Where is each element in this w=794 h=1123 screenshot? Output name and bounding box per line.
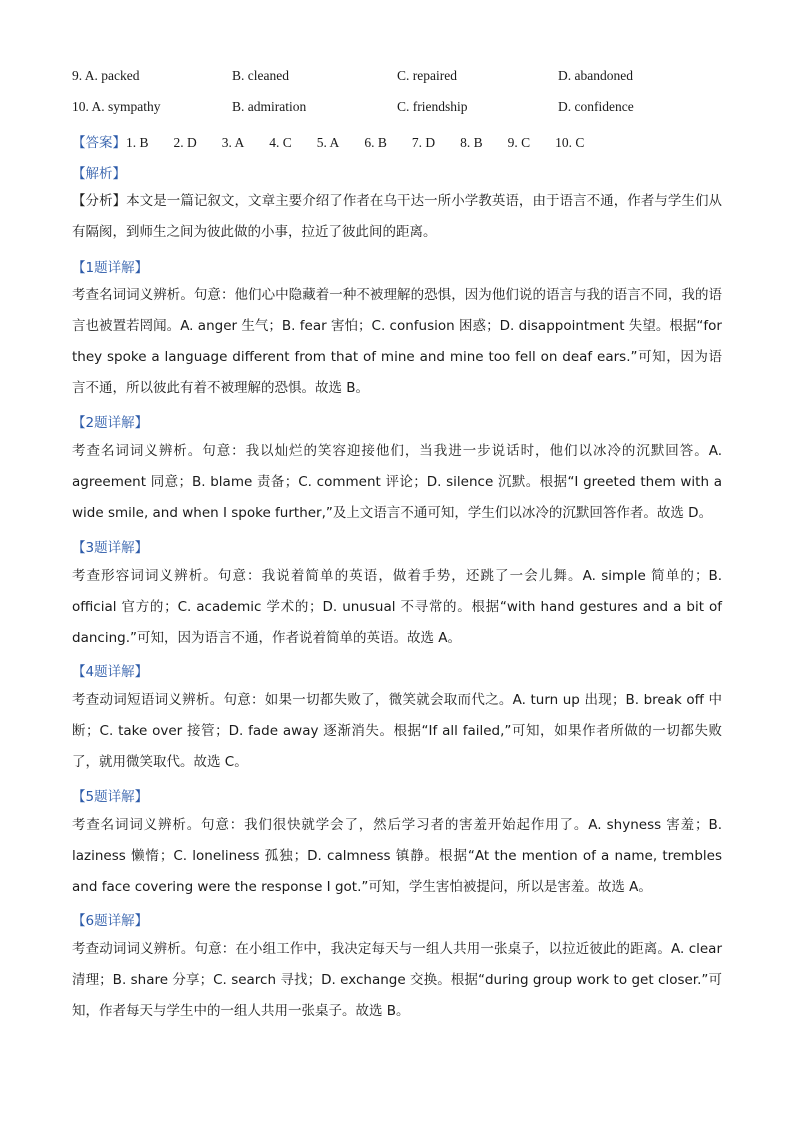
option-c: C. repaired [397,68,457,83]
option-d: D. confidence [558,99,634,114]
option-b: B. admiration [232,99,307,114]
detail-heading-2: 【2题详解】 [72,415,149,431]
option-d: D. abandoned [558,68,633,83]
option-a: 9. A. packed [72,68,140,83]
detail-text-1: 考查名词词义辨析。句意：他们心中隐藏着一种不被理解的恐惧，因为他们说的语言与我的语言不同，我的语言也被置若罔闻。A. anger 生气；B. fear 害怕；C. confusion 困惑；D. disappointment 失望。根据“for they spoke a language different from that of mine and mine too fell on deaf ears.”可知，因为语言不通，所以彼此有着不被理解的恐惧。故选 B。 [72,287,722,396]
option-c: C. friendship [397,99,468,114]
detail-text-3: 考查形容词词义辨析。句意：我说着简单的英语，做着手势，还跳了一会儿舞。A. simple 简单的；B. official 官方的；C. academic 学术的；D. unusual 不寻常的。根据“with hand gestures and a bit of dancing.”可知，因为语言不通，作者说着简单的英语。故选 A。 [72,568,722,646]
detail-text-6: 考查动词词义辨析。句意：在小组工作中，我决定每天与一组人共用一张桌子，以拉近彼此的距离。A. clear 清理；B. share 分享；C. search 寻找；D. exchange 交换。根据“during group work to get closer.”可知，作者每天与学生中的一组人共用一张桌子。故选 B。 [72,941,722,1019]
answer-item: 3. A [221,135,245,150]
detail-heading-6: 【6题详解】 [72,913,149,929]
answer-item: 8. B [460,135,483,150]
answer-item: 4. C [269,135,292,150]
detail-text-5: 考查名词词义辨析。句意：我们很快就学会了，然后学习者的害羞开始起作用了。A. shyness 害羞；B. laziness 懒惰；C. loneliness 孤独；D. calmness 镇静。根据“At the mention of a name, trembles and face covering were the response I got.”可知，学生害怕被提问，所以是害羞。故选 A。 [72,817,722,895]
option-b: B. cleaned [232,68,289,83]
summary-paragraph: 【分析】本文是一篇记叙文，文章主要介绍了作者在乌干达一所小学教英语，由于语言不通，作者与学生们从有隔阂，到师生之间为彼此做的小事，拉近了彼此间的距离。 [72,193,722,240]
answer-item: 7. D [411,135,436,150]
detail-heading-5: 【5题详解】 [72,789,149,805]
answer-label: 【答案】 [72,135,126,151]
answer-key [72,131,609,153]
answer-item: 5. A [316,135,340,150]
options-row-9 [72,68,752,90]
detail-text-2: 考查名词词义辨析。句意：我以灿烂的笑容迎接他们，当我进一步说话时，他们以冰冷的沉默回答。A. agreement 同意；B. blame 责备；C. comment 评论；D. silence 沉默。根据“I greeted them with a wide smile, and when I spoke further,”及上文语言不通可知，学生们以冰冷的沉默回答作者。故选 D。 [72,443,722,521]
analysis-heading: 【解析】 [72,166,126,182]
detail-heading-3: 【3题详解】 [72,540,149,556]
detail-text-4: 考查动词短语词义辨析。句意：如果一切都失败了，微笑就会取而代之。A. turn up 出现；B. break off 中断；C. take over 接管；D. fade away 逐渐消失。根据“If all failed,”可知，如果作者所做的一切都失败了，就用微笑取代。故选 C。 [72,692,722,770]
answer-item: 9. C [507,135,531,150]
detail-heading-1: 【1题详解】 [72,260,149,276]
answer-item: 10. C [555,135,585,150]
answer-item: 1. B [126,135,149,150]
options-row-10 [72,99,752,121]
detail-heading-4: 【4题详解】 [72,664,149,680]
option-a: 10. A. sympathy [72,99,161,114]
answer-item: 2. D [173,135,197,150]
answer-item: 6. B [364,135,387,150]
